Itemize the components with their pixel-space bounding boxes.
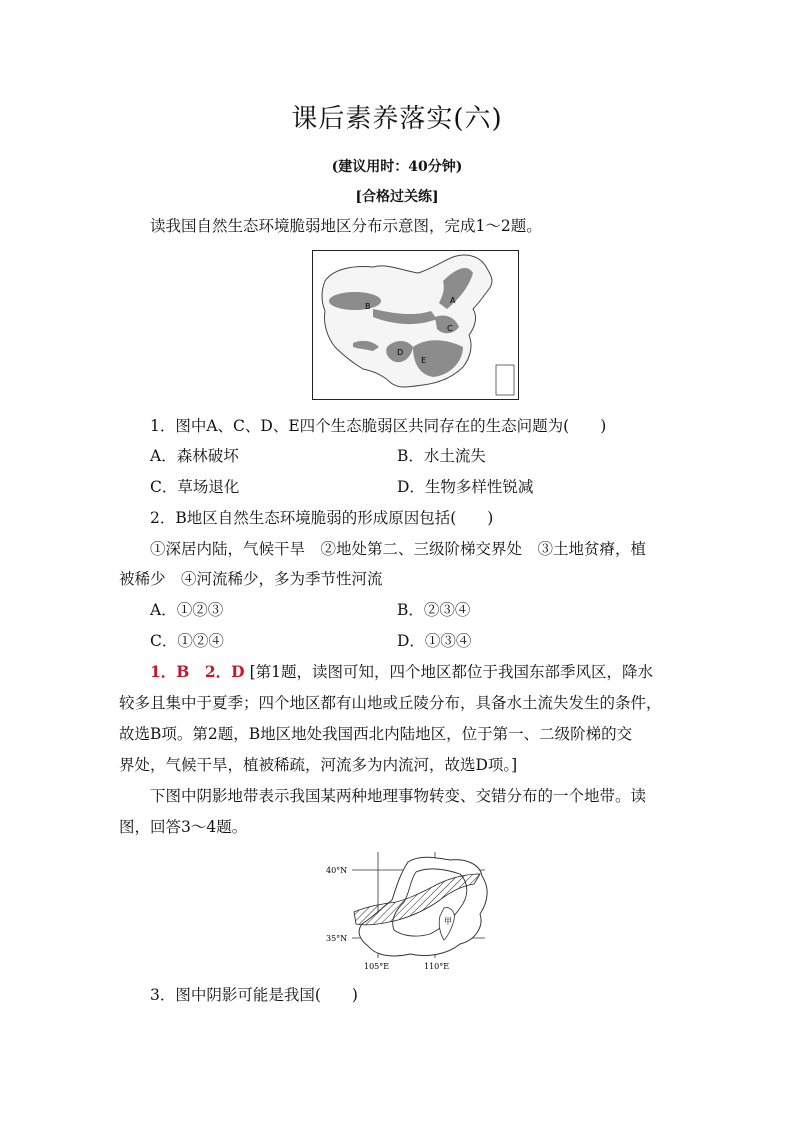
time-suggestion: (建议用时：40分钟): [331, 159, 463, 175]
answer-explanation-1: [第1题，读图可知，四个地区都位于我国东部季风区，降水: [249, 663, 653, 681]
china-fragile-areas-map: [312, 250, 519, 400]
intro-text-1: 读我国自然生态环境脆弱地区分布示意图，完成1～2题。: [150, 217, 542, 235]
question-1-option-b: B．水土流失: [397, 447, 486, 465]
intro-text-2-line-2: 图，回答3～4题。: [119, 818, 248, 836]
intro-text-2-line-1: 下图中阴影地带表示我国某两种地理事物转变、交错分布的一个地带。读: [150, 787, 647, 805]
answer-line-4: 界处，气候干旱，植被稀疏，河流多为内流河，故选D项。]: [119, 756, 518, 774]
map-label-d: D: [397, 348, 404, 357]
map-label-a: A: [450, 296, 456, 305]
page-title: 课后素养落实(六): [291, 104, 503, 134]
transition-zone-graphic: [320, 850, 500, 975]
question-2-option-d: D．①③④: [397, 632, 472, 650]
latitude-label-35: 35°N: [326, 934, 348, 943]
transition-zone-map: [320, 850, 500, 975]
answer-line-3: 故选B项。第2题，B地区地处我国西北内陆地区，位于第一、二级阶梯的交: [119, 725, 633, 743]
question-1-stem: 1．图中A、C、D、E四个生态脆弱区共同存在的生态问题为( ): [150, 417, 607, 435]
longitude-label-105: 105°E: [364, 962, 390, 971]
answer-line-1: [150, 662, 653, 682]
question-3-stem: 3．图中阴影可能是我国( ): [150, 986, 358, 1004]
question-1-option-a: A．森林破坏: [150, 447, 239, 465]
map-label-e: E: [421, 356, 427, 365]
question-2-option-a: A．①②③: [150, 601, 224, 619]
question-2-option-c: C．①②④: [150, 632, 224, 650]
question-2-statement-line-2: 被稀少 ④河流稀少，多为季节性河流: [119, 570, 383, 588]
map-label-b: B: [365, 302, 371, 311]
answer-key: 1．B 2．D: [150, 662, 245, 681]
question-2-stem: 2．B地区自然生态环境脆弱的形成原因包括( ): [150, 509, 494, 527]
question-2-statement-line-1: ①深居内陆，气候干旱 ②地处第二、三级阶梯交界处 ③土地贫瘠，植: [150, 540, 647, 558]
south-china-sea-inset: [496, 365, 514, 395]
latitude-label-40: 40°N: [326, 866, 348, 875]
region-jia-label: 甲: [444, 917, 452, 926]
map-label-c: C: [447, 324, 453, 333]
answer-line-2: 较多且集中于夏季；四个地区都有山地或丘陵分布，具备水土流失发生的条件，: [119, 694, 662, 712]
section-heading: [合格过关练]: [355, 189, 439, 205]
longitude-label-110: 110°E: [424, 962, 450, 971]
region-b-shading: [329, 292, 381, 310]
china-map-graphic: [313, 251, 518, 399]
question-1-option-d: D．生物多样性锐减: [397, 478, 534, 496]
question-2-option-b: B．②③④: [397, 601, 471, 619]
question-1-option-c: C．草场退化: [150, 478, 240, 496]
